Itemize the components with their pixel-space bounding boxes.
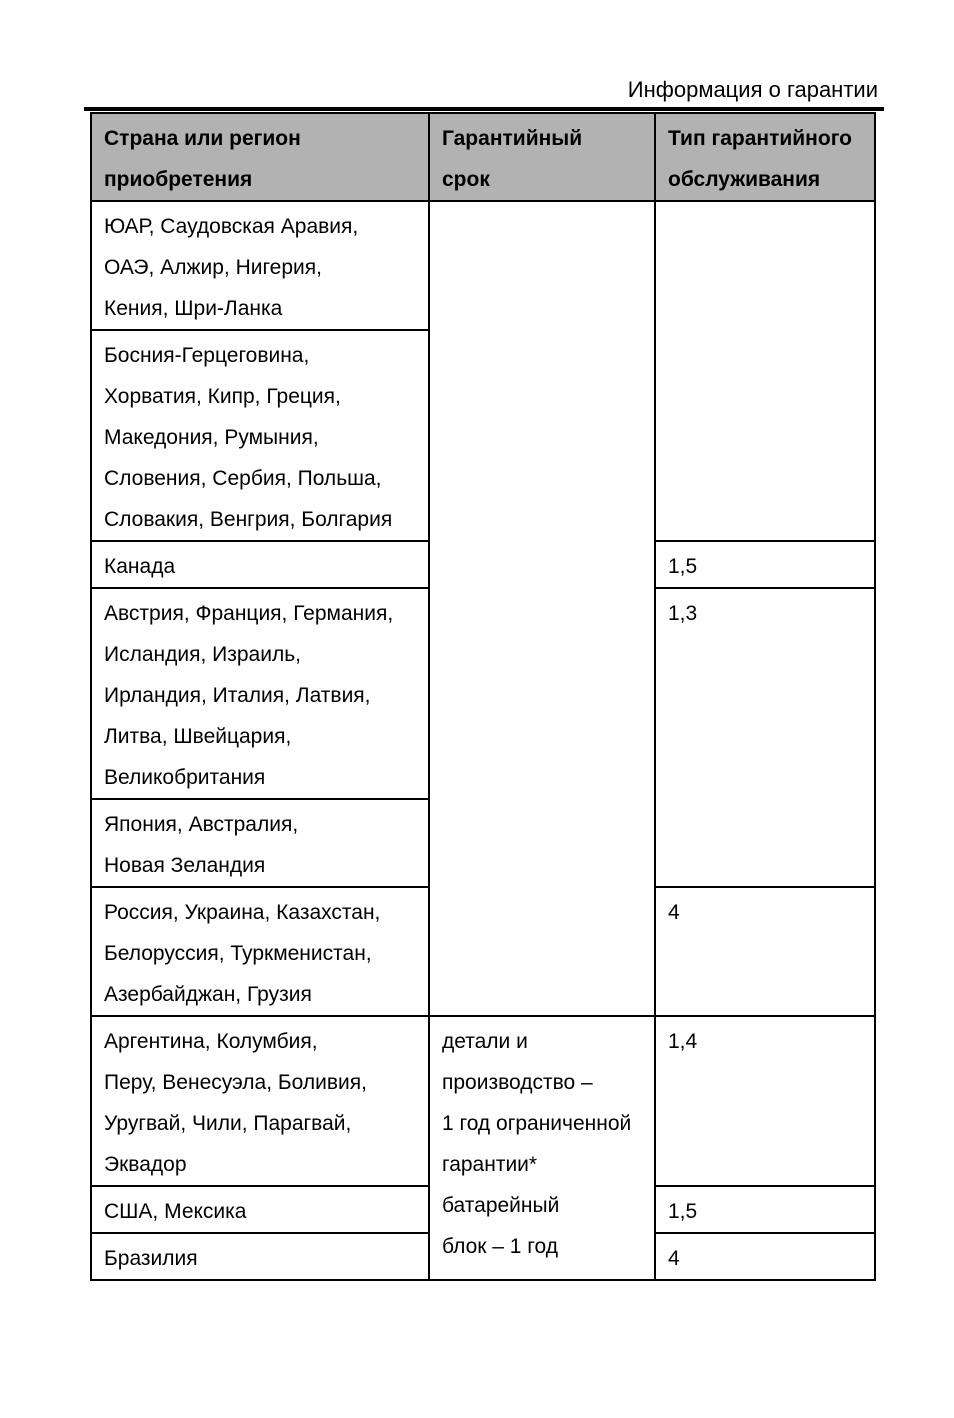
service-type-cell: 1,4 [655, 1016, 875, 1186]
country-cell: Австрия, Франция, Германия, Исландия, Израиль, Ирландия, Италия, Латвия, Литва, Швейцария, Великобритания [91, 588, 429, 799]
country-cell: Бразилия [91, 1233, 429, 1280]
country-cell: Босния-Герцеговина, Хорватия, Кипр, Греция, Македония, Румыния, Словения, Сербия, Польша, Словакия, Венгрия, Болгария [91, 330, 429, 541]
column-header-country: Страна или регион приобретения [91, 113, 429, 201]
service-type-cell: 4 [655, 887, 875, 1016]
country-cell: США, Мексика [91, 1186, 429, 1233]
warranty-term-cell: детали и производство – 1 год ограниченной гарантии* батарейный блок – 1 год [429, 1016, 655, 1280]
section-title: Информация о гарантии [627, 77, 878, 102]
country-cell: Аргентина, Колумбия, Перу, Венесуэла, Боливия, Уругвай, Чили, Парагвай, Эквадор [91, 1016, 429, 1186]
table-row [91, 1016, 875, 1186]
table-header-row [91, 113, 875, 201]
header-rule [84, 107, 884, 111]
country-cell: Канада [91, 541, 429, 588]
warranty-table [90, 112, 876, 1281]
service-type-cell: 1,5 [655, 541, 875, 588]
warranty-term-cell [429, 201, 655, 1016]
table-row [91, 201, 875, 330]
column-header-warranty-term: Гарантийный срок [429, 113, 655, 201]
column-header-service-type: Тип гарантийного обслуживания [655, 113, 875, 201]
service-type-cell: 1,3 [655, 588, 875, 887]
country-cell: Россия, Украина, Казахстан, Белоруссия, Туркменистан, Азербайджан, Грузия [91, 887, 429, 1016]
service-type-cell [655, 201, 875, 541]
country-cell: Япония, Австралия, Новая Зеландия [91, 799, 429, 887]
country-cell: ЮАР, Саудовская Аравия, ОАЭ, Алжир, Нигерия, Кения, Шри-Ланка [91, 201, 429, 330]
service-type-cell: 1,5 [655, 1186, 875, 1233]
service-type-cell: 4 [655, 1233, 875, 1280]
